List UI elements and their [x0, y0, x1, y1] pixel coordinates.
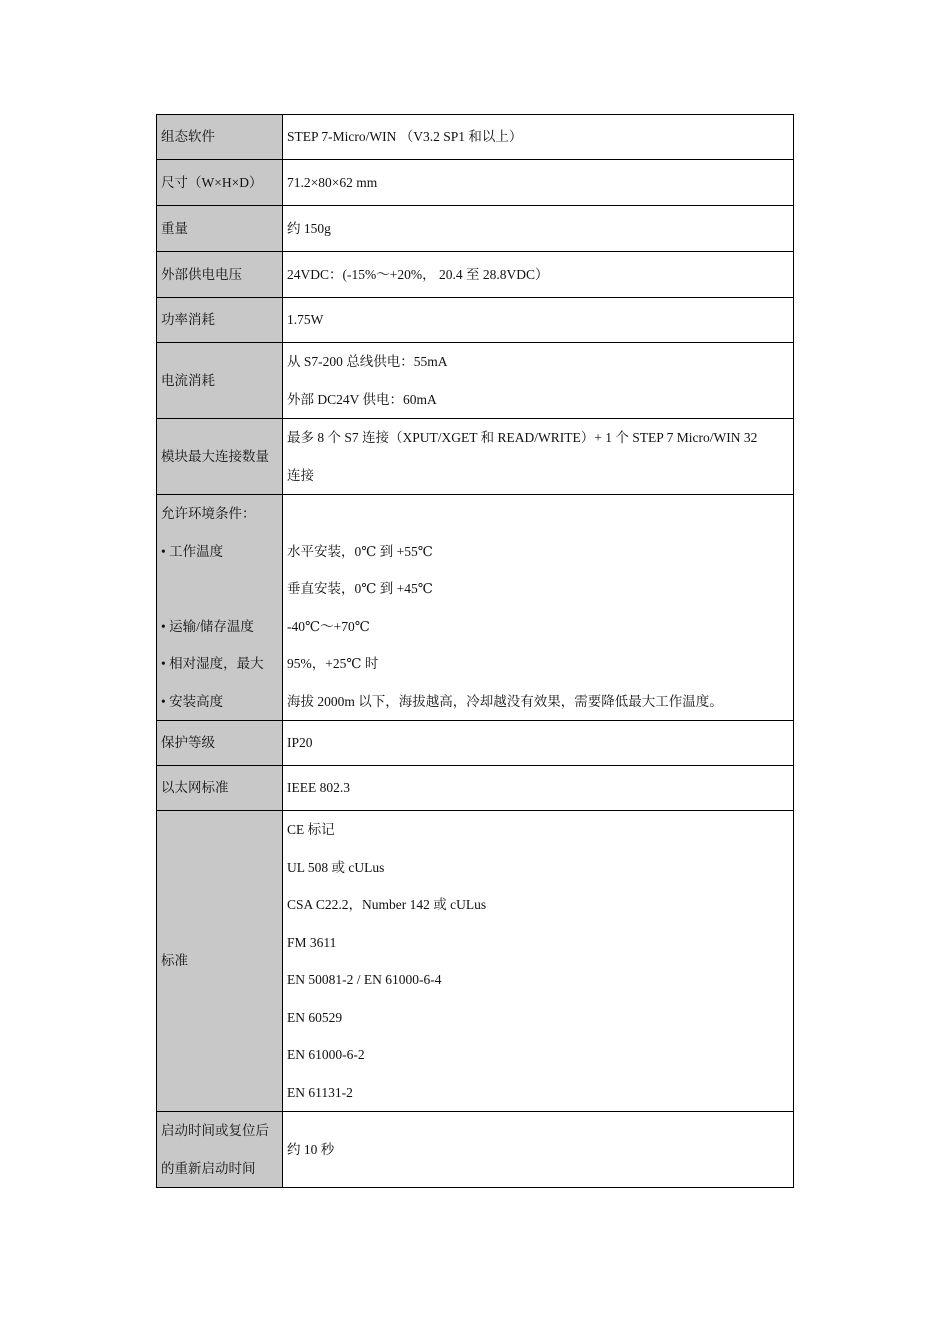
- spec-label-line: 的重新启动时间: [161, 1160, 256, 1176]
- spec-label-line: • 相对湿度，最大: [161, 656, 264, 671]
- spec-label-line: [161, 570, 278, 608]
- spec-value-cell: [283, 206, 794, 252]
- spec-table: [156, 114, 794, 1188]
- spec-row: [157, 495, 794, 721]
- spec-row: [157, 766, 794, 811]
- spec-label-cell: [157, 419, 283, 495]
- spec-label-cell: [157, 115, 283, 160]
- spec-value-line: CSA C22.2，Number 142 或 cULus: [287, 897, 487, 912]
- spec-label-line: • 运输/储存温度: [161, 618, 254, 634]
- spec-label-line: 以太网标准: [161, 780, 229, 796]
- spec-label-cell: [157, 721, 283, 766]
- spec-label-line: 允许环境条件：: [161, 506, 256, 521]
- spec-value-line: 最多 8 个 S7 连接（XPUT/XGET 和 READ/WRITE）+ 1 个 STEP 7 Micro/WIN 32: [287, 430, 758, 445]
- spec-value-line: EN 61131-2: [287, 1084, 353, 1100]
- spec-label-line: 尺寸（W×H×D）: [161, 174, 263, 190]
- spec-value-line: 约 150g: [287, 220, 331, 236]
- spec-value-line: FM 3611: [287, 934, 337, 950]
- spec-value-line: 从 S7-200 总线供电：55mA: [287, 354, 448, 369]
- spec-value-line: 海拔 2000m 以下，海拔越高，冷却越没有效果，需要降低最大工作温度。: [287, 693, 723, 709]
- spec-value-line: [287, 495, 789, 533]
- spec-value-cell: [283, 115, 794, 160]
- spec-row: [157, 298, 794, 343]
- spec-label-line: • 工作温度: [161, 543, 224, 559]
- spec-label-cell: [157, 766, 283, 811]
- spec-row: [157, 252, 794, 298]
- spec-value-line: 95%，+25℃ 时: [287, 656, 379, 671]
- spec-value-cell: [283, 1112, 794, 1188]
- spec-row: [157, 1112, 794, 1188]
- spec-value-cell: [283, 343, 794, 419]
- spec-label-line: 功率消耗: [161, 312, 215, 328]
- spec-label-cell: [157, 495, 283, 721]
- spec-value-line: 连接: [287, 467, 314, 483]
- spec-label-cell: [157, 343, 283, 419]
- spec-value-line: 约 10 秒: [287, 1141, 335, 1157]
- spec-value-cell: [283, 766, 794, 811]
- spec-value-line: 71.2×80×62 mm: [287, 174, 378, 190]
- spec-value-cell: [283, 252, 794, 298]
- spec-label-cell: [157, 811, 283, 1112]
- spec-table-body: [157, 115, 794, 1188]
- spec-value-cell: [283, 419, 794, 495]
- spec-value-cell: [283, 298, 794, 343]
- spec-value-cell: [283, 160, 794, 206]
- spec-value-line: IP20: [287, 735, 313, 751]
- spec-value-line: IEEE 802.3: [287, 780, 350, 796]
- spec-row: [157, 160, 794, 206]
- spec-label-line: 模块最大连接数量: [161, 448, 269, 464]
- spec-value-line: STEP 7-Micro/WIN （V3.2 SP1 和以上）: [287, 129, 523, 145]
- spec-label-cell: [157, 252, 283, 298]
- spec-label-line: 重量: [161, 220, 188, 236]
- spec-value-line: 外部 DC24V 供电：60mA: [287, 391, 437, 407]
- spec-row: [157, 721, 794, 766]
- spec-label-line: 外部供电电压: [161, 266, 242, 282]
- spec-value-line: -40℃～+70℃: [287, 618, 370, 634]
- spec-row: [157, 115, 794, 160]
- spec-value-line: 1.75W: [287, 312, 324, 328]
- spec-value-cell: [283, 495, 794, 721]
- spec-row: [157, 206, 794, 252]
- spec-row: [157, 419, 794, 495]
- spec-label-line: 启动时间或复位后: [161, 1123, 269, 1138]
- spec-value-line: EN 61000-6-2: [287, 1047, 365, 1062]
- spec-value-line: 24VDC：(-15%～+20%， 20.4 至 28.8VDC）: [287, 266, 549, 282]
- spec-label-cell: [157, 206, 283, 252]
- spec-value-line: CE 标记: [287, 822, 335, 837]
- spec-label-line: 保护等级: [161, 735, 215, 751]
- spec-label-cell: [157, 298, 283, 343]
- spec-label-line: 标准: [161, 953, 188, 969]
- spec-value-line: EN 60529: [287, 1009, 343, 1025]
- spec-label-line: 电流消耗: [161, 372, 215, 388]
- spec-label-cell: [157, 1112, 283, 1188]
- spec-row: [157, 811, 794, 1112]
- spec-value-line: 水平安装，0℃ 到 +55℃: [287, 543, 433, 559]
- spec-row: [157, 343, 794, 419]
- spec-label-line: 组态软件: [161, 129, 215, 145]
- spec-value-line: 垂直安装，0℃ 到 +45℃: [287, 581, 433, 596]
- spec-value-cell: [283, 811, 794, 1112]
- spec-label-cell: [157, 160, 283, 206]
- spec-value-line: EN 50081-2 / EN 61000-6-4: [287, 972, 442, 987]
- spec-value-cell: [283, 721, 794, 766]
- spec-label-line: • 安装高度: [161, 693, 224, 709]
- spec-value-line: UL 508 或 cULus: [287, 859, 385, 875]
